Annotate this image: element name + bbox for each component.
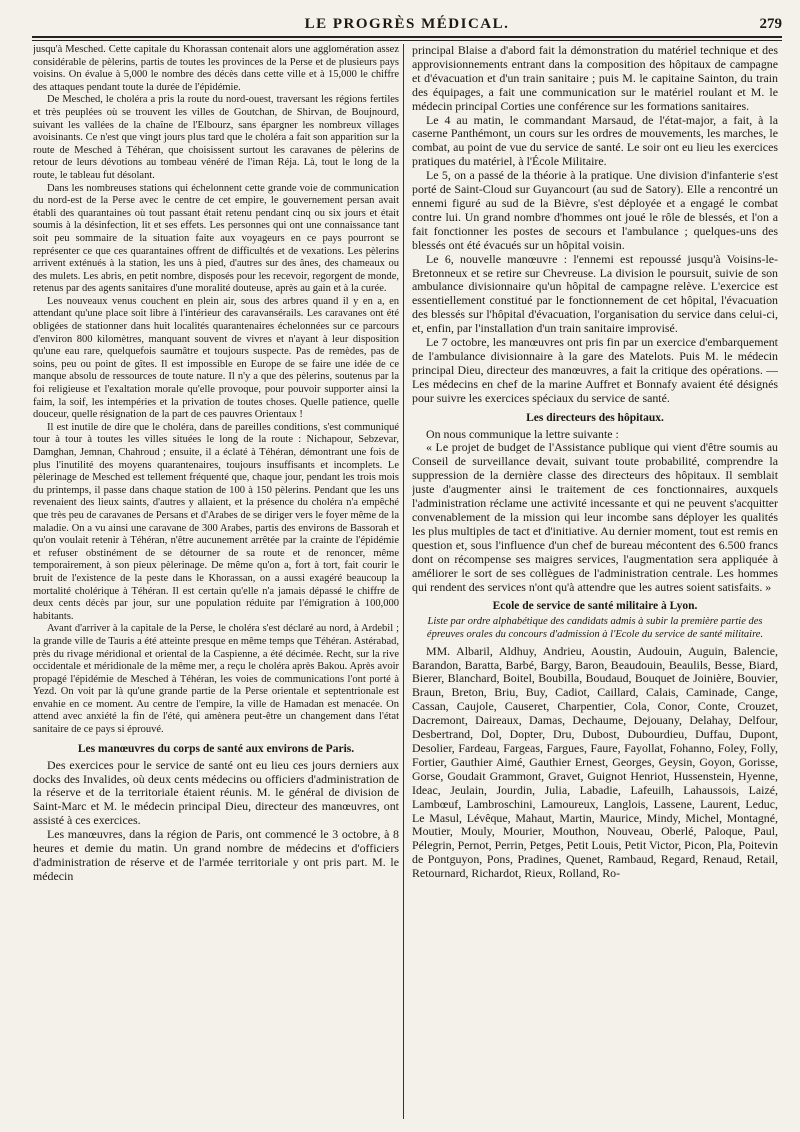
right-column <box>412 44 778 1122</box>
paragraph: MM. Albaril, Aldhuy, Andrieu, Aoustin, Audouin, Auguin, Balencie, Barandon, Baratta, Barbé, Bargy, Baron, Beaudouin, Beaulils, Besse, Biard, Bierer, Blanchard, Boitel, Boubilla, Boudaud, Bouquet de Joinière, Bouvier, Braun, Breton, Briu, Buy, Cadiot, Caillard, Calais, Caminade, Cange, Cassan, Caujole, Causeret, Charpentier, Cola, Conor, Conte, Crouzet, Dacremont, Daireaux, Damas, Dechaume, Dejouany, Delahay, Delfour, Desbertrand, Dol, Dopter, Dru, Dubost, Dubourdieu, Duffau, Dupont, Desolier, Fardeau, Fargeas, Fargues, Faure, Fayollat, Fohanno, Foley, Folly, Fortier, Gauthier Aimé, Gauthier Ernest, Georges, Geysin, Goyon, Gorisse, Gorse, Goudait Grammont, Gravet, Guignot Henriot, Hussenstein, Hyenne, Ideac, Jeulain, Jourdin, Julia, Labadie, Lafeuilh, Lahaussois, Laizé, Lambœuf, Lambroschini, Lamoureux, Langlois, Lassene, Laurent, Leduc, Le Masul, Lévêque, Mahaut, Martin, Maurice, Mindy, Michel, Montagné, Moutier, Mouly, Mourier, Mouthon, Nouveau, Oberlé, Paloque, Paul, Pélegrin, Pernot, Perrin, Petges, Petit Louis, Petit Victor, Picon, Pla, Poitevin de Pontguyon, Pons, Pradines, Quenet, Rambaud, Regard, Renaud, Retail, Retournard, Richardot, Rieux, Rolland, Ro- <box>412 643 778 881</box>
page-number: 279 <box>759 16 782 32</box>
section-heading-directeurs: Les directeurs des hôpitaux. <box>526 411 664 424</box>
paragraph: Le 4 au matin, le commandant Marsaud, de l'état-major, a fait, à la caserne Panthémont, un cours sur les ordres de mouvements, les marches, le combat, au point de vue du service de santé. Le soir ont eu lieu les exercices pratiques du matériel, à l'École Militaire. <box>412 112 778 169</box>
page-header <box>32 14 782 36</box>
manoeuvres-article <box>33 759 399 884</box>
paragraph: Les nouveaux venus couchent en plein air, sous des arbres quand il y en a, en attendant qu'une place soit libre à l'intérieur des caravansérails. Les caravanes ont été obligées de stationner dans huit localités quarantenaires échelonnées sur ce parcours d'environ 800 kilomètres, manquant souvent de vivres et n'ayant à leur disposition qu'une eau rare, quelquefois saumâtre et toujours suspecte. Pas de remèdes, pas de soins, peu ou point de gîtes. Il est impossible en Europe de se faire une idée de ce manque absolu de ressources de toute nature. Il n'y a que des pèlerins, soutenus par la foi religieuse et l'exaltation morale qu'elle provoque, pour pouvoir supporter ainsi la faim, la soif, les intempéries et la privation de toutes choses. Quelle patience, quelle douceur, quelle résignation de la part de ces pauvres Orientaux ! <box>33 295 399 421</box>
section-heading-manoeuvres: Les manœuvres du corps de santé aux environs de Paris. <box>77 742 355 755</box>
cholera-persia-article <box>33 44 399 737</box>
paragraph: De Mesched, le choléra a pris la route du nord-ouest, traversant les régions fertiles et très peuplées où se trouvent les villes de Goutchan, de Shirvan, de Boujnourd, suivant les vallées de la chaîne de l'Elbourz, sans épargner les nombreux villages avoisinants. Ce n'est que vingt jours plus tard que le choléra a fait son apparition sur la route de Mesched à Téhéran, que choisissent surtout les caravanes de pèlerins de retour de leurs dévotions au tombeau vénéré de l'iman Réja. Là, tout le long de la route, le tableau fut désolant. <box>33 94 399 181</box>
paragraph: Le 5, on a passé de la théorie à la pratique. Une division d'infanterie s'est porté de Saint-Cloud sur Guyancourt (au sud de Satory). Elle a rencontré un ennemi figuré au sud de la Bièvre, s'est déployée et a engagé le combat contre lui. Un grand nombre d'hommes ont joué le rôle de blessés, et l'on a fait fonctionner les postes de secours et l'ambulance ; quelques-uns des blessés ont été évacués sur un hôpital voisin. <box>412 168 778 252</box>
paragraph: Le 6, nouvelle manœuvre : l'ennemi est repoussé jusqu'à Voisins-le-Bretonneux et se retire sur Chevreuse. La division le poursuit, suivie de son ambulance divisionnaire qu'un hôpital de campagne relève. L'exercice est essentiellement constitué par le fonctionnement de cet hôpital, l'évacuation des blessés sur l'hôpital d'évacuation, l'organisation du service dans celui-ci, et, enfin, par l'installation d'un train sanitaire improvisé. <box>412 251 778 336</box>
paragraph: principal Blaise a d'abord fait la démonstration du matériel technique et des approvisionnements entrant dans la composition des hôpitaux de campagne et d'évacuation et d'un train sanitaire ; puis M. le capitaine Sainton, du train des équipages, a fait une communication sur le matériel roulant et M. le médecin principal Corties une conférence sur les formations sanitaires. <box>412 44 778 113</box>
paragraph: Les manœuvres, dans la région de Paris, ont commencé le 3 octobre, à 8 heures et demie du matin. Un grand nombre de médecins et d'officiers d'administration de réserve et de l'armée territoriale y ont pris part. M. le médecin <box>33 827 399 883</box>
paragraph: « Le projet de budget de l'Assistance publique qui vient d'être soumis au Conseil de surveillance devait, suivant toute probabilité, comprendre la suppression de la dernière classe des directeurs des hôpitaux. Il semblait juste d'augmenter ainsi le traitement de ces fonctionnaires, auxquels l'administration réclame une activité incessante et qui ne peuvent s'acquitter convenablement de la mission qui leur incombe sans déployer les qualités les plus multiples de tact et d'initiative. Au dernier moment, tout est remis en question et, sous l'influence d'un chef de bureau mécontent des 6.500 francs dont on récompense ses maigres services, l'augmentation sera appliquée à améliorer le sort de ses collègues de l'administration centrale. Les hommes qui rendent des services n'ont qu'à attendre que les autres soient satisfaits. » <box>412 440 778 594</box>
paragraph: On nous communique la lettre suivante : <box>426 426 619 441</box>
paragraph: Le 7 octobre, les manœuvres ont pris fin par un exercice d'embarquement de l'ambulance divisionnaire à la gare des Matelots. Puis M. le médecin principal Dieu, directeur des manœuvres, a fait la critique des opérations. — Les médecins en chef de la marine Auffret et Bonnafy avaient été désignés pour suivre les exercices spéciaux du service de santé. <box>412 335 778 405</box>
journal-title: LE PROGRÈS MÉDICAL. <box>304 16 510 32</box>
manoeuvres-article-continued <box>412 44 778 406</box>
paragraph: Avant d'arriver à la capitale de la Perse, le choléra s'est déclaré au nord, à Ardebil ; la grande ville de Tauris a été atteinte presque en même temps que Téhéran. Astérabad, près du rivage méridional et oriental de la Caspienne, a été décimée. Recht, sur la rive occidentale et méridionale de la même mer, a reçu le choléra après Bakou. Après avoir propagé l'épidémie de Mesched à Téhéran, les voies de communications l'ont porté à Yezd. On voit par là qu'une grande partie de la Perse orientale et septentrionale est envahie en ce moment. Au centre de l'empire, la ville de Hamadan est menacée. On attend avec anxiété la fin de l'été, qui amènera peut-être un changement dans l'état sanitaire de ce pays si éprouvé. <box>33 623 399 736</box>
candidates-list-note: Liste par ordre alphabétique des candidats admis à subir la première partie des épreuves orales du concours d'admission à l'Ecole du service de santé militaire. <box>426 616 764 641</box>
column-divider <box>403 44 404 1119</box>
left-column <box>33 44 399 1122</box>
paragraph: jusqu'à Mesched. Cette capitale du Khorassan contenait alors une agglomération assez considérable de pèlerins, partis de toutes les provinces de la Perse et de plusieurs pays voisins. On évalue à 5,000 le nombre des décès dans cette ville et à 15,000 le chiffre des attaques pendant toute la durée de l'épidémie. <box>33 44 399 93</box>
candidates-list <box>412 645 778 881</box>
section-heading-ecole-lyon: Ecole de service de santé militaire à Lyon. <box>492 600 698 613</box>
paragraph: Dans les nombreuses stations qui échelonnent cette grande voie de communication du nord-est de la Perse avec le centre de cet empire, le gouvernement persan avait établi des quarantaines où tout passant était retenu pendant cinq ou six jours et était soumis à la désinfection, lit et ses effets. Les personnes qui ont une connaissance tant soit peu sommaire de la situation faite aux voyageurs en ce pays pourront se représenter ce que ces quarantaines offrent de difficultés et de vexations. Les pèlerins arrivent exténués à la station, les uns à pied, d'autres sur des ânes, des chameaux ou des mulets. Les abris, en petit nombre, disposés pour les recevoir, regorgent de monde, retenus par des agents sanitaires d'une moralité douteuse, après au gain et à la curée. <box>33 182 399 295</box>
header-rule-thick <box>32 36 782 38</box>
header-rule-thin <box>32 40 782 41</box>
paragraph: Des exercices pour le service de santé ont eu lieu ces jours derniers aux docks des Invalides, où deux cents médecins ou officiers d'administration de la réserve et de la territoriale étaient réunis. M. le général de division de Saint-Marc et M. le médecin principal Dieu, directeur des manœuvres, ont assisté à ces exercices. <box>33 757 399 828</box>
directeurs-article <box>412 428 778 595</box>
paragraph: Il est inutile de dire que le choléra, dans de pareilles conditions, s'est communiqué tour à tour à toutes les villes situées le long de la route : Nichapour, Sebzevar, Damghan, Jemnan, Chahroud ; ensuite, il a éclaté à Téhéran, démontrant une fois de plus l'inutilité des moyens quarantenaires, toujours insuffisants et incomplets. Le pèlerinage de Mesched est tellement fréquenté que, chaque jour, pendant les trois mois du printemps, il passe dans chaque station de 100 à 150 pèlerins. Pendant que les uns revenaient des lieux saints, d'autres y allaient, et la présence du choléra n'a empêché que très peu de caravanes de Persans et d'Arabes de se diriger vers le foyer même de la maladie. On a vu ainsi une caravane de 300 Arabes, partis des environs de Bassorah et qu'on voulait retenir à Téhéran, n'être aucunement arrêtée par la crainte de l'épidémie et refuser obstinément de se détourner de sa route et de renoncer, même temporairement, à son pieux pèlerinage. De même qu'on a, fort à tort, fait courir le bruit de l'existence de la peste dans le Khorassan, on a aussi exagéré beaucoup la mortalité cholérique à Téhéran. Il est certain qu'elle n'a jamais dépassé le chiffre de deux cents décès par jour, sur une population réduite par l'émigration à 100,000 habitants. <box>33 421 399 622</box>
